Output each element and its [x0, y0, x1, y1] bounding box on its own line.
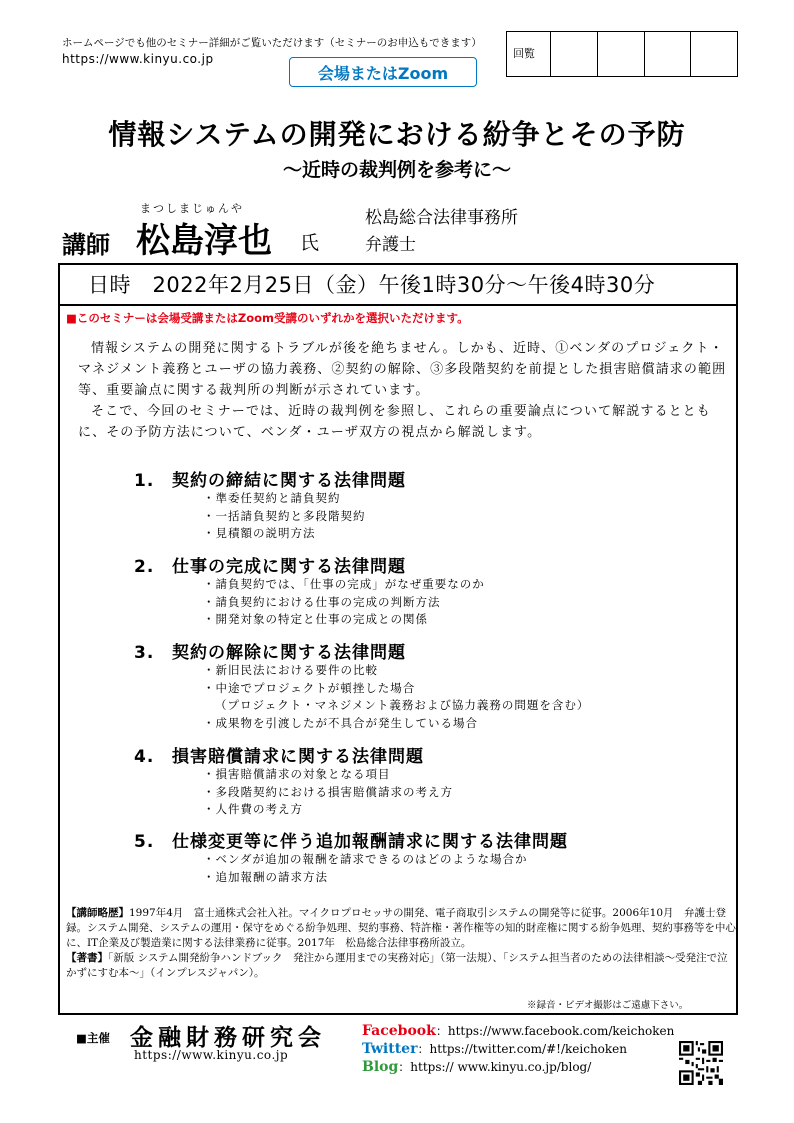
- list-item: ・ベンダが追加の報酬を請求できるのはどのような場合か: [203, 852, 528, 866]
- circulation-cell: [551, 32, 598, 76]
- topic-title: 仕事の完成に関する法律問題: [172, 557, 406, 577]
- topic-items: [203, 576, 485, 629]
- page-title: 情報システムの開発における紛争とその予防: [108, 118, 686, 151]
- photo-note: ※録音・ビデオ撮影はご遠慮下さい。: [527, 1000, 689, 1011]
- intro-text: [78, 338, 730, 443]
- circulation-cell: [691, 32, 737, 76]
- bio-career: [66, 906, 736, 951]
- bio-books: [66, 951, 736, 981]
- facebook-url: ：https://www.facebook.com/keichoken: [435, 1024, 675, 1038]
- twitter-link[interactable]: [362, 1040, 627, 1057]
- circulation-label: 回覧: [507, 32, 551, 76]
- topic-title: 仕様変更等に伴う追加報酬請求に関する法律問題: [172, 832, 568, 852]
- header-url[interactable]: https://www.kinyu.co.jp: [62, 52, 214, 66]
- list-item: ・多段階契約における損害賠償請求の考え方: [203, 784, 453, 799]
- topic-title: 損害賠償請求に関する法律問題: [172, 747, 424, 767]
- organizer-name: 金融財務研究会: [130, 1024, 326, 1051]
- list-item: ・請負契約における仕事の完成の判断方法: [203, 594, 441, 609]
- intro-paragraph: そこで、今回のセミナーでは、近時の裁判例を参照し、これらの重要論点について解説するとともに、その予防方法について、ベンダ・ユーザ双方の視点から解説します。: [78, 404, 711, 440]
- topic-items: [203, 490, 366, 543]
- topic-number: 4.: [134, 747, 155, 767]
- list-item: ・追加報酬の請求方法: [203, 869, 328, 884]
- lecturer-ruby: まつしまじゅんや: [140, 202, 244, 215]
- list-item: ・人件費の考え方: [203, 802, 303, 816]
- list-item: ・損害賠償請求の対象となる項目: [203, 767, 391, 781]
- list-item: ・中途でプロジェクトが頓挫した場合: [203, 680, 416, 695]
- blog-label: Blog: [362, 1059, 399, 1075]
- venue-badge: 会場またはZoom: [289, 57, 477, 87]
- topic-number: 5.: [134, 832, 155, 852]
- topic-heading: [134, 827, 568, 852]
- bio-label: 【講師略歴】: [66, 907, 129, 919]
- topic-title: 契約の解除に関する法律問題: [172, 643, 406, 663]
- topic-heading: [134, 552, 406, 577]
- topic-heading: [134, 466, 406, 491]
- topic-number: 1.: [134, 471, 155, 491]
- list-item: ・開発対象の特定と仕事の完成との関係: [203, 612, 428, 626]
- lecturer-affiliation-block: [365, 205, 518, 259]
- lecturer-title: 弁護士: [365, 235, 416, 255]
- topic-items: [203, 662, 589, 732]
- list-item: ・一括請負契約と多段階契約: [203, 508, 366, 523]
- blog-url: ：https:// www.kinyu.co.jp/blog/: [398, 1060, 592, 1074]
- topic-items: [203, 766, 453, 819]
- facebook-link[interactable]: [362, 1022, 674, 1039]
- list-item: （プロジェクト・マネジメント義務および協力義務の問題を含む）: [215, 698, 590, 712]
- list-item: ・新旧民法における要件の比較: [203, 663, 378, 677]
- topic-heading: [134, 742, 424, 767]
- topic-title: 契約の締結に関する法律問題: [172, 471, 406, 491]
- circulation-cell: [598, 32, 645, 76]
- twitter-url: ：https://twitter.com/#!/keichoken: [417, 1042, 627, 1056]
- page-subtitle: ～近時の裁判例を参考に～: [282, 159, 511, 181]
- lecturer-bio: [66, 906, 736, 981]
- books-text: 「新版 システム開発紛争ハンドブック 発注から運用までの実務対応」（第一法規）、「システム担当者のための法律相談～受発注で泣かずにすむ本～」（インプレスジャパン）。: [66, 952, 728, 979]
- circulation-cell: [645, 32, 692, 76]
- circulation-box: [506, 31, 738, 77]
- header-note: ホームページでも他のセミナー詳細がご覧いただけます（セミナーのお申込もできます）: [62, 37, 482, 49]
- blog-link[interactable]: [362, 1058, 591, 1075]
- lecturer-name: 松島淳也: [136, 221, 272, 261]
- topic-items: [203, 851, 528, 886]
- topic-number: 3.: [134, 643, 155, 663]
- lecturer-honorific: 氏: [300, 232, 320, 254]
- notice-text: ■このセミナーは会場受講またはZoom受講のいずれかを選択いただけます。: [66, 311, 469, 325]
- books-label: 【著書】: [66, 952, 108, 964]
- list-item: ・見積額の説明方法: [203, 526, 316, 540]
- organizer-url[interactable]: https://www.kinyu.co.jp: [134, 1048, 289, 1062]
- list-item: ・成果物を引渡したが不具合が発生している場合: [203, 715, 478, 730]
- bio-text: 1997年4月 富士通株式会社入社。マイクロプロセッサの開発、電子商取引システムの開発等に従事。2006年10月 弁護士登録。システム開発、システムの運用・保守をめぐる紛争処理、契約事務、特許権・著作権等の知的財産権に関する紛争処理、契約事務等を中心に、IT企業及び製造業に関する法律業務に従事。2017年 松島総合法律事務所設立。: [66, 907, 736, 949]
- qr-code-icon[interactable]: [679, 1041, 723, 1085]
- organizer-label: ■主催: [76, 1031, 110, 1045]
- lecturer-affiliation: 松島総合法律事務所: [365, 208, 518, 228]
- list-item: ・準委任契約と請負契約: [203, 491, 341, 505]
- list-item: ・請負契約では、「仕事の完成」がなぜ重要なのか: [203, 577, 485, 591]
- topic-number: 2.: [134, 557, 155, 577]
- twitter-label: Twitter: [362, 1041, 418, 1057]
- facebook-label: Facebook: [362, 1023, 436, 1039]
- lecturer-label: 講師: [62, 231, 110, 259]
- intro-paragraph: 情報システムの開発に関するトラブルが後を絶ちません。しかも、近時、①ベンダのプロジェクト・マネジメント義務とユーザの協力義務、②契約の解除、③多段階契約を前提とした損害賠償請求の範囲等、重要論点に関する裁判所の判断が示されています。: [78, 341, 727, 398]
- topic-heading: [134, 638, 406, 663]
- datetime-bar: 日時 2022年2月25日（金）午後1時30分～午後4時30分: [58, 263, 738, 306]
